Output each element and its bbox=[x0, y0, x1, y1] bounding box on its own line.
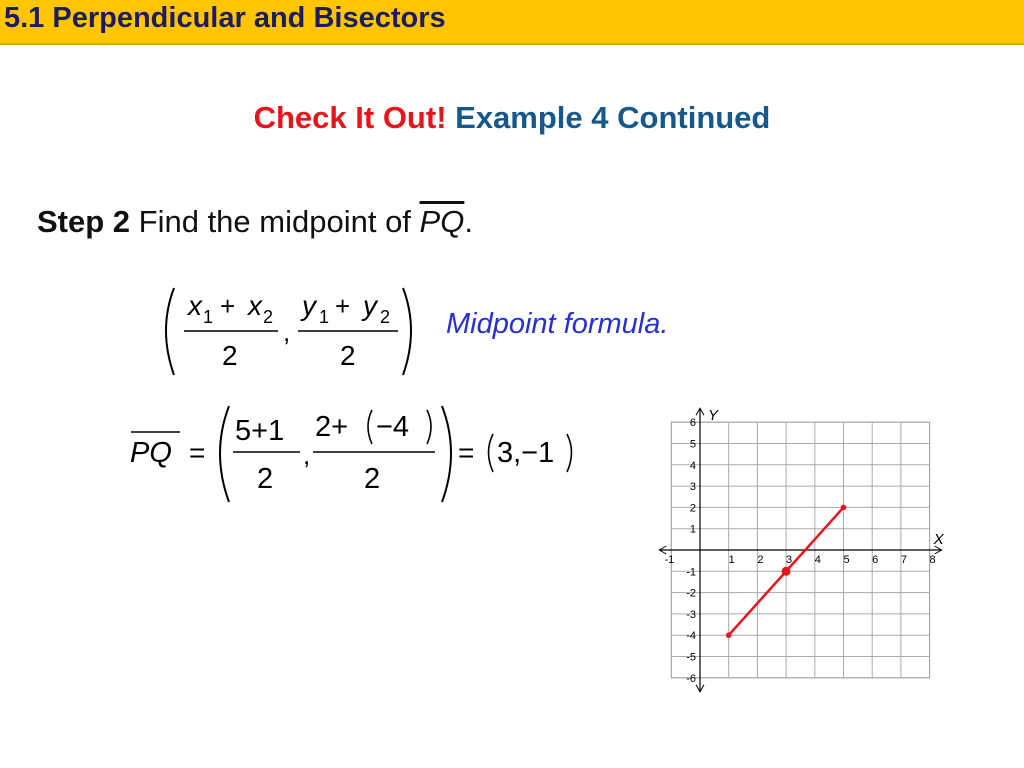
midpoint-marker bbox=[782, 567, 791, 576]
x-tick-label: 2 bbox=[757, 554, 764, 566]
calc-num-2a: 2+ bbox=[315, 411, 349, 443]
formula-comma: , bbox=[283, 317, 291, 347]
calc-den-1: 2 bbox=[257, 463, 274, 495]
slide-title bbox=[0, 100, 1024, 136]
coordinate-graph bbox=[655, 395, 955, 695]
formula-x1: x bbox=[188, 290, 202, 321]
title-example: Example 4 Continued bbox=[455, 100, 771, 135]
y-axis-label: Y bbox=[708, 407, 719, 425]
formula-x2: x bbox=[248, 290, 262, 321]
y-tick-label: 4 bbox=[689, 459, 696, 472]
midpoint-formula-note: Midpoint formula. bbox=[446, 308, 669, 340]
calc-den-2: 2 bbox=[364, 463, 381, 495]
y-tick-label: -2 bbox=[686, 587, 696, 600]
y-tick-label: 5 bbox=[689, 438, 696, 451]
x-tick-label: -1 bbox=[664, 554, 675, 566]
calc-right-paren bbox=[442, 406, 451, 502]
calc-lhs: PQ bbox=[130, 437, 172, 469]
segment-endpoint bbox=[726, 632, 732, 638]
calc-result: 3,−1 bbox=[497, 437, 555, 469]
step-end: . bbox=[464, 204, 473, 239]
x-tick-label: 3 bbox=[786, 554, 793, 566]
calc-result-left-paren bbox=[489, 434, 494, 472]
y-tick-label: 2 bbox=[689, 502, 696, 515]
y-tick-label: -3 bbox=[686, 608, 696, 621]
x-tick-label: 7 bbox=[900, 554, 907, 566]
formula-y1-sub: 1 bbox=[319, 307, 330, 327]
segment-pq: $\overline{PQ}$ bbox=[419, 204, 465, 239]
x-tick-label: 6 bbox=[872, 554, 879, 566]
formula-x2-sub: 2 bbox=[263, 307, 274, 327]
formula-plus-2: + bbox=[335, 291, 351, 321]
calc-num-1: 5+1 bbox=[235, 415, 285, 447]
segment-endpoint bbox=[841, 505, 847, 511]
title-check-it-out: Check It Out! bbox=[253, 100, 447, 135]
x-axis-label: X bbox=[933, 531, 944, 548]
x-tick-label: 1 bbox=[728, 554, 735, 566]
formula-den-2: 2 bbox=[340, 340, 356, 371]
formula-y2: y bbox=[363, 290, 377, 321]
x-tick-label: 8 bbox=[929, 554, 936, 566]
y-tick-label: -5 bbox=[686, 651, 696, 664]
x-tick-label: 5 bbox=[843, 554, 850, 566]
step-line bbox=[37, 204, 473, 240]
formula-right-paren bbox=[403, 288, 411, 375]
x-tick-label: 4 bbox=[814, 554, 821, 566]
calc-equals-1: = bbox=[189, 437, 206, 468]
calc-result-right-paren bbox=[567, 434, 572, 472]
formula-y1: y bbox=[302, 290, 316, 321]
calc-num-2b: −4 bbox=[376, 411, 410, 443]
y-tick-label: -4 bbox=[686, 630, 696, 643]
y-tick-label: 3 bbox=[689, 481, 696, 494]
y-tick-label: 6 bbox=[689, 417, 696, 430]
calc-equals-2: = bbox=[458, 437, 475, 468]
calc-comma: , bbox=[303, 440, 311, 470]
y-tick-label: 1 bbox=[689, 523, 696, 536]
y-tick-label: -6 bbox=[686, 672, 696, 685]
calc-inner-right-paren bbox=[427, 410, 431, 444]
formula-x1-sub: 1 bbox=[203, 307, 214, 327]
header-bar bbox=[0, 0, 1024, 45]
formula-plus-1: + bbox=[220, 291, 236, 321]
step-label: Step 2 bbox=[37, 204, 131, 239]
header-title: 5.1 Perpendicular and Bisectors bbox=[4, 2, 446, 34]
calc-left-paren bbox=[220, 406, 229, 502]
midpoint-formula bbox=[160, 285, 430, 385]
formula-left-paren bbox=[166, 288, 174, 375]
calc-inner-left-paren bbox=[368, 410, 372, 444]
midpoint-calculation bbox=[125, 400, 585, 510]
step-text: Find the midpoint of bbox=[138, 204, 411, 239]
y-tick-label: -1 bbox=[686, 566, 696, 579]
formula-den-1: 2 bbox=[222, 340, 238, 371]
formula-y2-sub: 2 bbox=[380, 307, 391, 327]
